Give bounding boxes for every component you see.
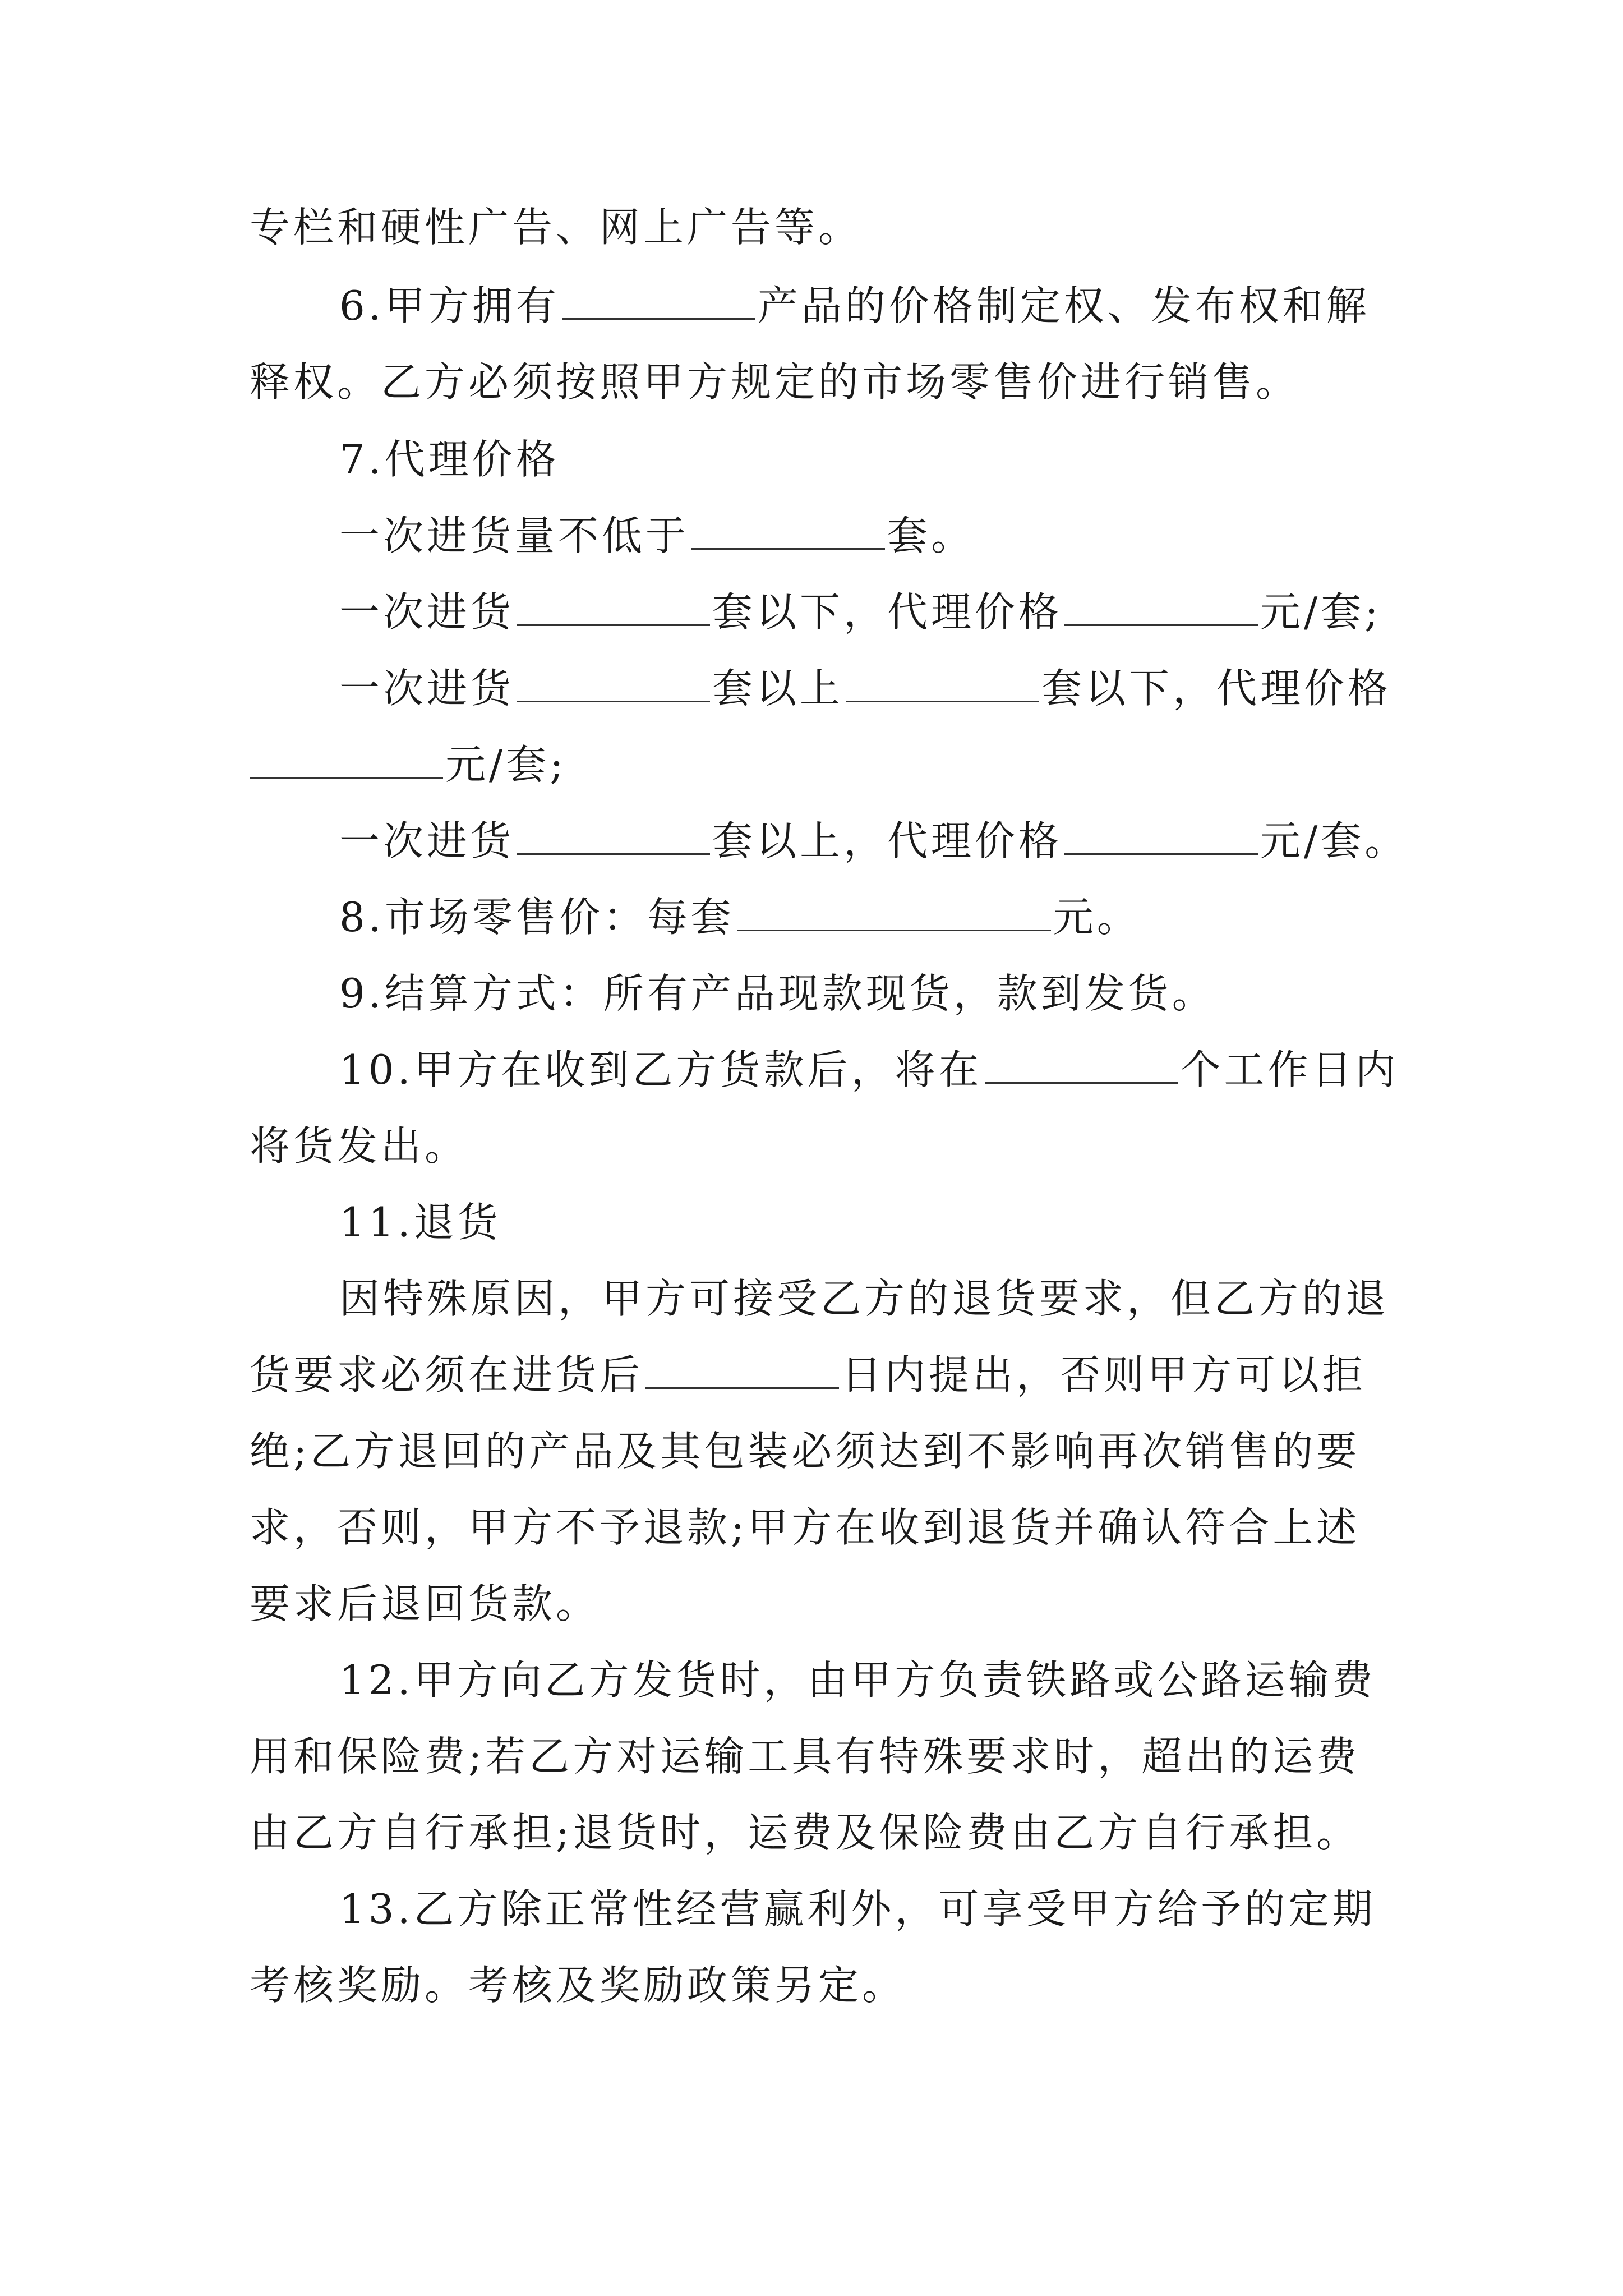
text-line [250,202,862,252]
text-segment: 元/套; [445,741,567,788]
fill-blank-field[interactable] [517,667,710,702]
clause-6-line [339,280,1370,331]
text-segment: 用和保险费;若乙方对运输工具有特殊要求时，超出的运费 [250,1733,1361,1780]
text-line [250,739,567,790]
text-segment: 套以下，代理价格 [712,588,1063,636]
fill-blank-field[interactable] [1064,820,1258,855]
text-segment: 要求后退回货款。 [250,1580,600,1627]
text-segment: 一次进货 [339,665,515,712]
text-segment: 元/套。 [1260,817,1409,864]
fill-blank-field[interactable] [985,1048,1178,1084]
clause-10-line [339,1045,1399,1095]
text-line [250,1502,1360,1553]
text-segment: 释权。乙方必须按照甲方规定的市场零售价进行销售。 [250,358,1300,406]
text-segment: 套以下，代理价格 [1041,665,1392,712]
fill-blank-field[interactable] [250,743,443,779]
text-segment: 13.乙方除正常性经营赢利外，可享受甲方给予的定期 [339,1885,1376,1932]
text-segment: 10.甲方在收到乙方货款后，将在 [339,1046,983,1093]
text-line [250,357,1299,407]
text-segment: 将货发出。 [250,1122,469,1170]
text-line [250,1579,600,1629]
text-line [339,587,1382,637]
text-segment: 一次进货量不低于 [339,512,690,559]
clause-7-heading [339,434,560,485]
text-line [250,1807,1360,1858]
fill-blank-field[interactable] [562,284,755,320]
text-segment: 7.代理价格 [339,436,560,483]
clause-13-line [339,1884,1376,1934]
fill-blank-field[interactable] [737,896,1051,931]
text-segment: 专栏和硬性广告、网上广告等。 [250,204,863,251]
text-segment: 一次进货 [339,588,515,636]
text-line [339,1273,1389,1324]
fill-blank-field[interactable] [517,591,710,626]
text-segment: 6.甲方拥有 [339,282,560,329]
text-line [250,1350,1366,1400]
text-segment: 8.市场零售价：每套 [339,894,735,941]
text-segment: 12.甲方向乙方发货时，由甲方负责铁路或公路运输费 [339,1657,1376,1704]
text-segment: 元。 [1053,894,1141,941]
fill-blank-field[interactable] [517,820,710,855]
fill-blank-field[interactable] [645,1354,839,1389]
text-line [339,663,1391,714]
text-line [250,1121,468,1171]
text-segment: 考核奖励。考核及奖励政策另定。 [250,1962,906,2009]
text-segment: 11.退货 [339,1199,501,1246]
text-segment: 套以上 [712,665,844,712]
text-line [250,1426,1360,1476]
clause-12-line [339,1655,1376,1705]
text-segment: 9.结算方式：所有产品现款现货，款到发货。 [339,970,1216,1017]
fill-blank-field[interactable] [1064,591,1258,626]
text-segment: 日内提出，否则甲方可以拒 [841,1351,1367,1398]
clause-9-line [339,968,1216,1019]
text-segment: 货要求必须在进货后 [250,1351,644,1398]
text-segment: 求，否则，甲方不予退款;甲方在收到退货并确认符合上述 [250,1504,1361,1551]
text-line [339,816,1408,866]
text-segment: 一次进货 [339,817,515,864]
text-segment: 个工作日内 [1180,1046,1399,1093]
text-segment: 元/套; [1260,588,1382,636]
text-segment: 套以上，代理价格 [712,817,1063,864]
text-segment: 因特殊原因，甲方可接受乙方的退货要求，但乙方的退 [339,1275,1390,1322]
text-segment: 由乙方自行承担;退货时，运费及保险费由乙方自行承担。 [250,1809,1361,1856]
fill-blank-field[interactable] [846,667,1039,702]
fill-blank-field[interactable] [691,514,885,550]
clause-8-line [339,892,1141,942]
clause-11-heading [339,1197,501,1248]
text-line [250,1960,906,2010]
text-line [339,510,975,561]
text-segment: 产品的价格制定权、发布权和解 [757,282,1370,329]
text-line [250,1731,1360,1782]
text-segment: 绝;乙方退回的产品及其包装必须达到不影响再次销售的要 [250,1428,1361,1475]
text-segment: 套。 [887,512,975,559]
